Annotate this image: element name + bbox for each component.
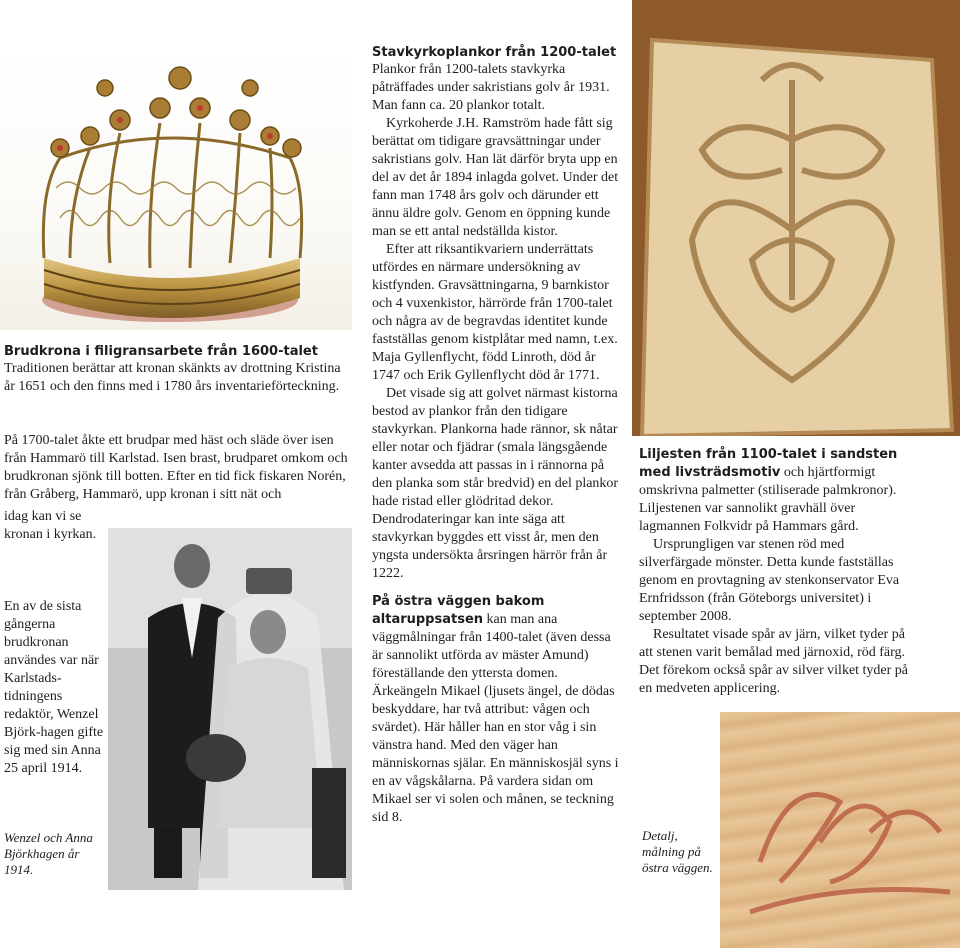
lily-stone-photo <box>632 0 960 436</box>
wedding-couple-illustration <box>108 528 352 890</box>
detail-caption: Detalj, målning på östra väggen. <box>642 828 713 875</box>
planks-paragraph-4: Det visade sig att golvet närmast kistorna bestod av plankor från den tidigare stavkyrkan. Plankorna hade rännor, sk nåtar eller notar och fjädrar (smala längsgående kanter avsedda att passas in i rännorna på den planka som står bredvid) en del plankor hade ristad eller glödritad dekor. Dendrodateringar kan inte säga att stavkyrkan byggdes ett visst år, men den yngsta undersökta årsringen härrör från år 1222. <box>372 386 619 581</box>
altar-text <box>372 593 620 827</box>
wall-painting-detail-photo <box>720 712 960 948</box>
lily-stone-illustration <box>632 0 960 436</box>
planks-paragraph-3: Efter att riksantikvariern underrättats utfördes en närmare undersökning av kistfynden. Gravsättningarna, 9 barnkistor och 4 vuxenkistor, härrörde från 1700-talet och några av de begravdas identitet kunde fastställas genom kistplåtar med namn, t.ex. Maja Gyllenflycht, född Linroth, död år 1747 och Erik Gyllenflycht död år 1771. <box>372 242 618 383</box>
anna-story-text: En av de sista gångerna brudkronan användes var när Karlstads-tidningens redaktör, Wenzel Björk-hagen gifte sig med sin Anna 25 april 1914. <box>4 599 104 776</box>
altar-body: kan man ana väggmålningar från 1400-talet (även dessa är sannolikt utförda av mäster Amund) föreställande den yttersta domen. Ärkeängeln Mikael (ljusets ängel, de dödas beskyddare, har två attribut: vågen och svärdet). Här håller han en stor våg i sin vänstra hand. Med den väger han människornas själar. En människosjäl syns i en av vågskålarna. På vardera sidan om Mikael ser vi solen och månen, se teckning sid 8. <box>372 612 619 825</box>
wall-painting-illustration <box>720 712 960 948</box>
wedding-photo <box>108 528 352 890</box>
planks-text <box>372 61 620 583</box>
lily-paragraph-1: Ursprungligen var stenen röd med silverfärgade mönster. Detta kunde fastställas genom en provtagning av stenkonservator Eva Ernfridsson (från Göteborgs universitet) i september 2008. <box>639 537 900 624</box>
bridal-crown-photo <box>0 48 352 330</box>
wedding-caption: Wenzel och Anna Björkhagen år 1914. <box>4 830 93 877</box>
bridal-crown-illustration <box>0 48 352 330</box>
crown-text: Traditionen berättar att kronan skänkts av drottning Kristina år 1651 och den finns med i 1780 års inventarieförteckning. <box>4 361 341 394</box>
planks-title: Stavkyrkoplankor från 1200-talet <box>372 45 617 60</box>
crown-title: Brudkrona i filigransarbete från 1600-talet <box>4 344 318 359</box>
planks-paragraph-2: Kyrkoherde J.H. Ramström hade fått sig berättat om tidigare gravsättningar under sakristians golv. Han lät därför bryta upp en del av det år 1894 inlagda golvet. Under det fann man 1748 års golv och därunder ett ännu äldre golv. Genom en öppning kunde man se ett antal nedställda kistor. <box>372 116 619 239</box>
lily-intro <box>639 446 919 536</box>
crown-caption <box>4 343 344 396</box>
lily-intro-text: och hjärtformigt omskrivna palmetter (stiliserade palmkronor). Liljestenen var sannolikt gravhäll över lagmannen Folkvidr på Hammars gård. <box>639 465 897 534</box>
sledge-story-narrow: idag kan vi se kronan i kyrkan. <box>4 509 97 542</box>
sledge-story-text <box>4 432 354 504</box>
lily-title: Liljesten från 1100-talet i sandsten med livsträdsmotiv <box>639 447 898 480</box>
altar-title: På östra väggen bakom altaruppsatsen <box>372 594 545 627</box>
planks-paragraph-1: Plankor från 1200-talets stavkyrka påträffades under sakristians golv år 1931. Man fann ca. 20 plankor totalt. <box>372 62 610 113</box>
planks-column <box>372 44 620 827</box>
lily-stone-column <box>639 446 919 698</box>
lily-paragraph-2: Resultatet visade spår av järn, vilket tyder på att stenen varit bemålad med järnoxid, röd färg. Det förekom också spår av silver vilket tyder på en medveten applicering. <box>639 627 909 696</box>
sledge-story-wide: På 1700-talet åkte ett brudpar med häst och släde över isen från Hammarö till Karlstad. Isen brast, brudparet omkom och brudkronan sjönk till botten. Efter en tid fick fiskaren Norén, från Gråberg, Hammarö, upp kronan i sitt nät och <box>4 433 348 502</box>
